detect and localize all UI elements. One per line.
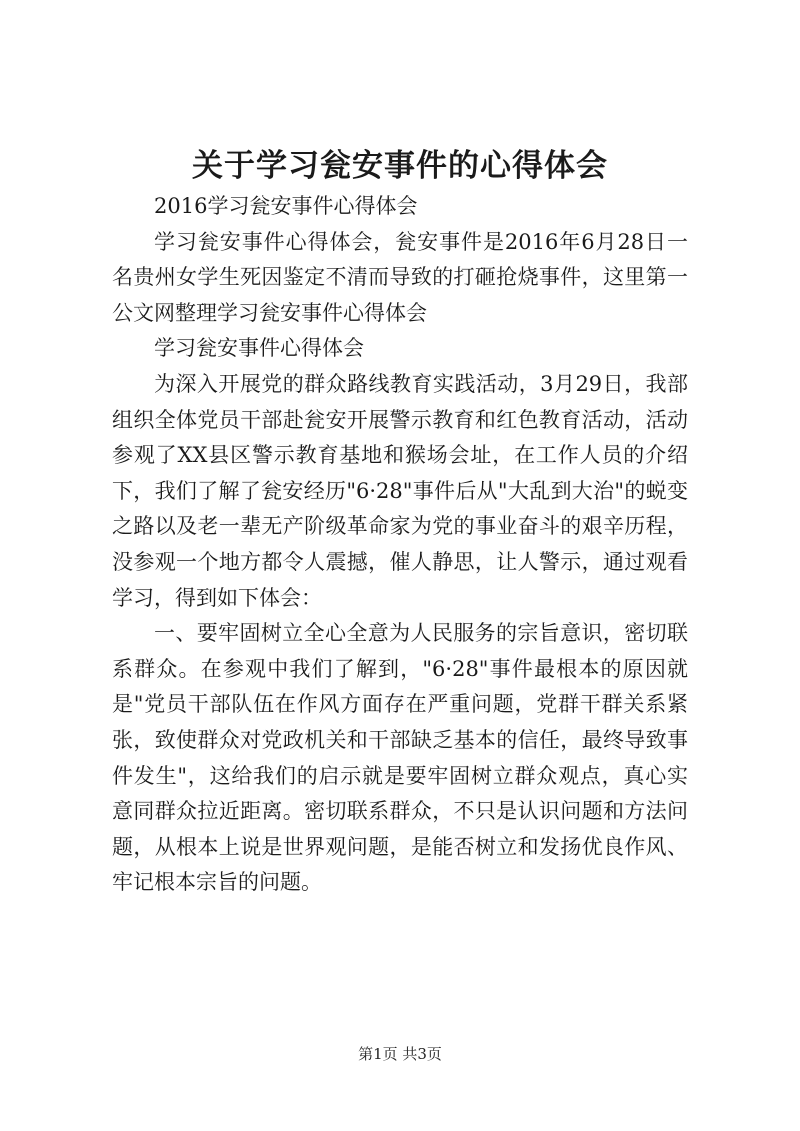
paragraph-intro: 学习瓮安事件心得体会，瓮安事件是2016年6月28日一名贵州女学生死因鉴定不清而导致的打砸抢烧事件，这里第一公文网整理学习瓮安事件心得体会 xyxy=(112,229,688,325)
document-body xyxy=(112,189,688,901)
page-footer: 第1页 共3页 xyxy=(358,1045,442,1063)
paragraph-activity: 为深入开展党的群众路线教育实践活动，3月29日，我部组织全体党员干部赴瓮安开展警示教育和红色教育活动，活动参观了XX县区警示教育基地和猴场会址，在工作人员的介绍下，我们了解了瓮安经历"6·28"事件后从"大乱到大治"的蜕变之路以及老一辈无产阶级革命家为党的事业奋斗的艰辛历程，没参观一个地方都令人震撼，催人静思，让人警示，通过观看学习，得到如下体会： xyxy=(112,371,688,610)
paragraph-point-one: 一、要牢固树立全心全意为人民服务的宗旨意识，密切联系群众。在参观中我们了解到，"6·28"事件最根本的原因就是"党员干部队伍在作风方面存在严重问题，党群干群关系紧张，致使群众对党政机关和干部缺乏基本的信任，最终导致事件发生"，这给我们的启示就是要牢固树立群众观点，真心实意同群众拉近距离。密切联系群众，不只是认识问题和方法问题，从根本上说是世界观问题，是能否树立和发扬优良作风、牢记根本宗旨的问题。 xyxy=(112,621,688,895)
paragraph-heading: 学习瓮安事件心得体会 xyxy=(154,336,364,361)
document-title: 关于学习瓮安事件的心得体会 xyxy=(192,148,608,184)
paragraph-subtitle: 2016学习瓮安事件心得体会 xyxy=(154,194,418,218)
